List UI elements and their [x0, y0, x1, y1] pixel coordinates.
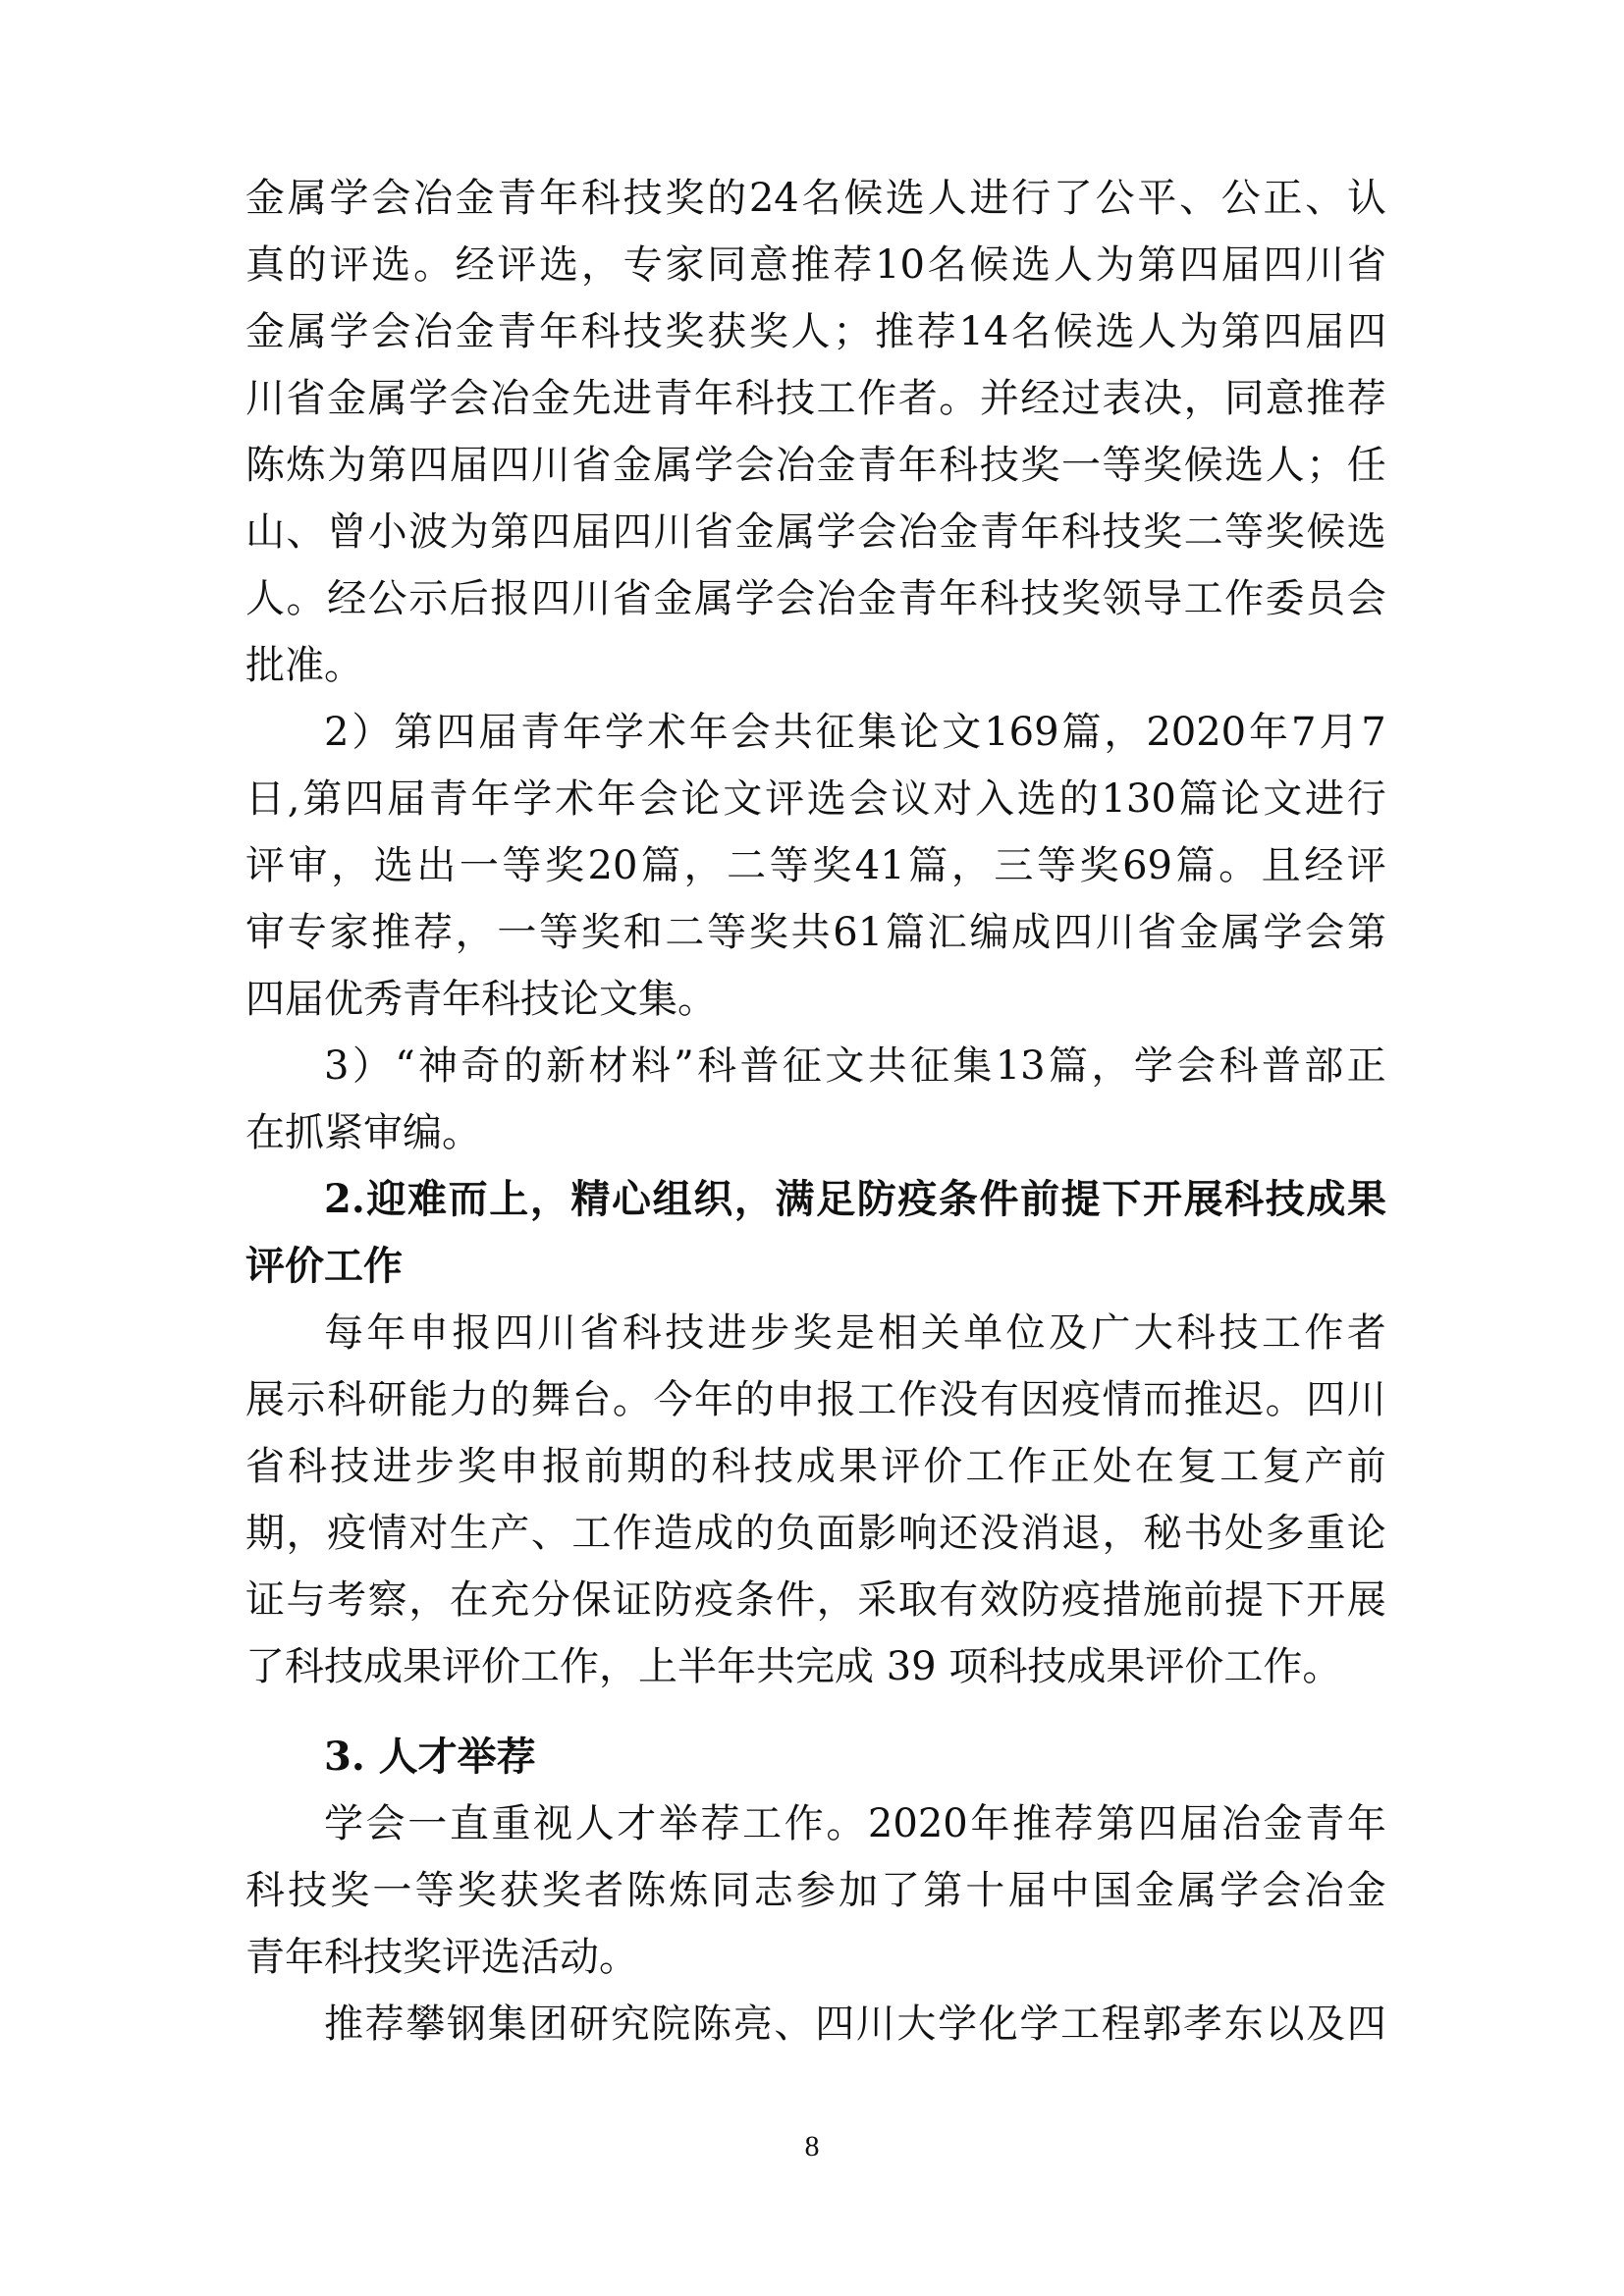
heading-line: [245, 1166, 1386, 1233]
text-line: [245, 1567, 1386, 1633]
line-text: 真 的 评 选 。 经 评 选 ， 专 家 同 意 推 荐 10 名 候 选 人 为 第 四 届 四 川 省: [245, 242, 1386, 288]
line-text: 人 。 经 公 示 后 报 四 川 省 金 属 学 会 冶 金 青 年 科 技 奖 领 导 工 作 委 员 会: [245, 576, 1386, 621]
line-text: 推 荐 攀 钢 集 团 研 究 院 陈 亮 、 四 川 大 学 化 学 工 程 郭 孝 东 以 及 四: [324, 2002, 1386, 2047]
line-text: 金 属 学 会 冶 金 青 年 科 技 奖 获 奖 人 ； 推 荐 14 名 候 选 人 为 第 四 届 四: [245, 309, 1386, 354]
text-line: [245, 1991, 1386, 2057]
line-text: 科 技 奖 一 等 奖 获 奖 者 陈 炼 同 志 参 加 了 第 十 届 中 国 金 属 学 会 冶 金: [245, 1868, 1386, 1913]
line-text: 每 年 申 报 四 川 省 科 技 进 步 奖 是 相 关 单 位 及 广 大 科 技 工 作 者: [324, 1310, 1386, 1356]
line-text: 2. 迎 难 而 上 ， 精 心 组 织 ， 满 足 防 疫 条 件 前 提 下 开 展 科 技 成 果: [324, 1176, 1386, 1222]
line-text: 川 省 金 属 学 会 冶 金 先 进 青 年 科 技 工 作 者 。 并 经 过 表 决 ， 同 意 推 荐: [245, 376, 1386, 421]
paragraph-science-essays: [245, 1033, 1386, 1166]
text-line: [245, 1366, 1386, 1433]
line-text: 3 ） “ 神 奇 的 新 材 料 ” 科 普 征 文 共 征 集 13 篇 ， 学 会 科 普 部 正: [324, 1043, 1386, 1089]
text-line: [245, 1033, 1386, 1099]
section-heading-talent: [245, 1724, 1386, 1790]
heading-line: 评价工作: [245, 1243, 403, 1289]
line-text: 金 属 学 会 冶 金 青 年 科 技 奖 的 24 名 候 选 人 进 行 了 公 平 、 公 正 、 认: [245, 176, 1386, 221]
text-line: [245, 899, 1386, 966]
text-line: [245, 1790, 1386, 1857]
line-text: 审 专 家 推 荐 ， 一 等 奖 和 二 等 奖 共 61 篇 汇 编 成 四 川 省 金 属 学 会 第: [245, 910, 1386, 955]
line-text: 评 审 ， 选 出 一 等 奖 20 篇 ， 二 等 奖 41 篇 ， 三 等 奖 69 篇 。 且 经 评: [245, 843, 1386, 888]
text-line: [245, 1300, 1386, 1366]
paragraph-evaluation-work: [245, 1300, 1386, 1700]
text-line: [245, 1500, 1386, 1567]
document-body: [245, 165, 1386, 2057]
line-text: 期 ， 疫 情 对 生 产 、 工 作 造 成 的 负 面 影 响 还 没 消 退 ， 秘 书 处 多 重 论: [245, 1511, 1386, 1556]
section-spacer: [245, 1700, 1386, 1724]
text-line: [245, 232, 1386, 298]
text-line: [245, 298, 1386, 365]
text-line: [245, 432, 1386, 499]
text-line: [245, 832, 1386, 899]
line-text: 陈 炼 为 第 四 届 四 川 省 金 属 学 会 冶 金 青 年 科 技 奖 一 等 奖 候 选 人 ； 任: [245, 443, 1386, 488]
text-line: 在抓紧审编。: [245, 1110, 481, 1155]
text-line: 青年科技奖评选活动。: [245, 1935, 638, 1980]
paragraph-academic-papers: [245, 699, 1386, 1033]
page-number: 8: [804, 2130, 820, 2163]
paragraph-recommend-candidates: [245, 1991, 1386, 2057]
line-text: 山 、 曾 小 波 为 第 四 届 四 川 省 金 属 学 会 冶 金 青 年 科 技 奖 二 等 奖 候 选: [245, 509, 1386, 555]
line-text: 日 , 第 四 届 青 年 学 术 年 会 论 文 评 选 会 议 对 入 选 的 130 篇 论 文 进 行: [245, 776, 1386, 822]
paragraph-talent-recommendation: [245, 1790, 1386, 1991]
text-line: [245, 1433, 1386, 1500]
text-line: 了科技成果评价工作，上半年共完成 39 项科技成果评价工作。: [245, 1644, 1342, 1689]
line-text: 学 会 一 直 重 视 人 才 举 荐 工 作 。 2020 年 推 荐 第 四 届 冶 金 青 年: [324, 1801, 1386, 1846]
text-line: [245, 699, 1386, 766]
line-text: 省 科 技 进 步 奖 申 报 前 期 的 科 技 成 果 评 价 工 作 正 处 在 复 工 复 产 前: [245, 1444, 1386, 1489]
text-line: [245, 766, 1386, 832]
line-text: 展 示 科 研 能 力 的 舞 台 。 今 年 的 申 报 工 作 没 有 因 疫 情 而 推 迟 。 四 川: [245, 1377, 1386, 1422]
text-line: [245, 1857, 1386, 1924]
line-text: 2 ） 第 四 届 青 年 学 术 年 会 共 征 集 论 文 169 篇 ， 2020 年 7 月 7: [324, 710, 1386, 755]
paragraph-award-review: [245, 165, 1386, 699]
text-line: [245, 499, 1386, 565]
text-line: [245, 565, 1386, 632]
text-line: [245, 365, 1386, 432]
heading-line: 3. 人才举荐: [324, 1734, 536, 1780]
text-line: [245, 165, 1386, 232]
text-line: 四届优秀青年科技论文集。: [245, 977, 717, 1022]
section-heading-evaluation: [245, 1166, 1386, 1300]
line-text: 证 与 考 察 ， 在 充 分 保 证 防 疫 条 件 ， 采 取 有 效 防 疫 措 施 前 提 下 开 展: [245, 1577, 1386, 1623]
text-line: 批准。: [245, 643, 363, 688]
